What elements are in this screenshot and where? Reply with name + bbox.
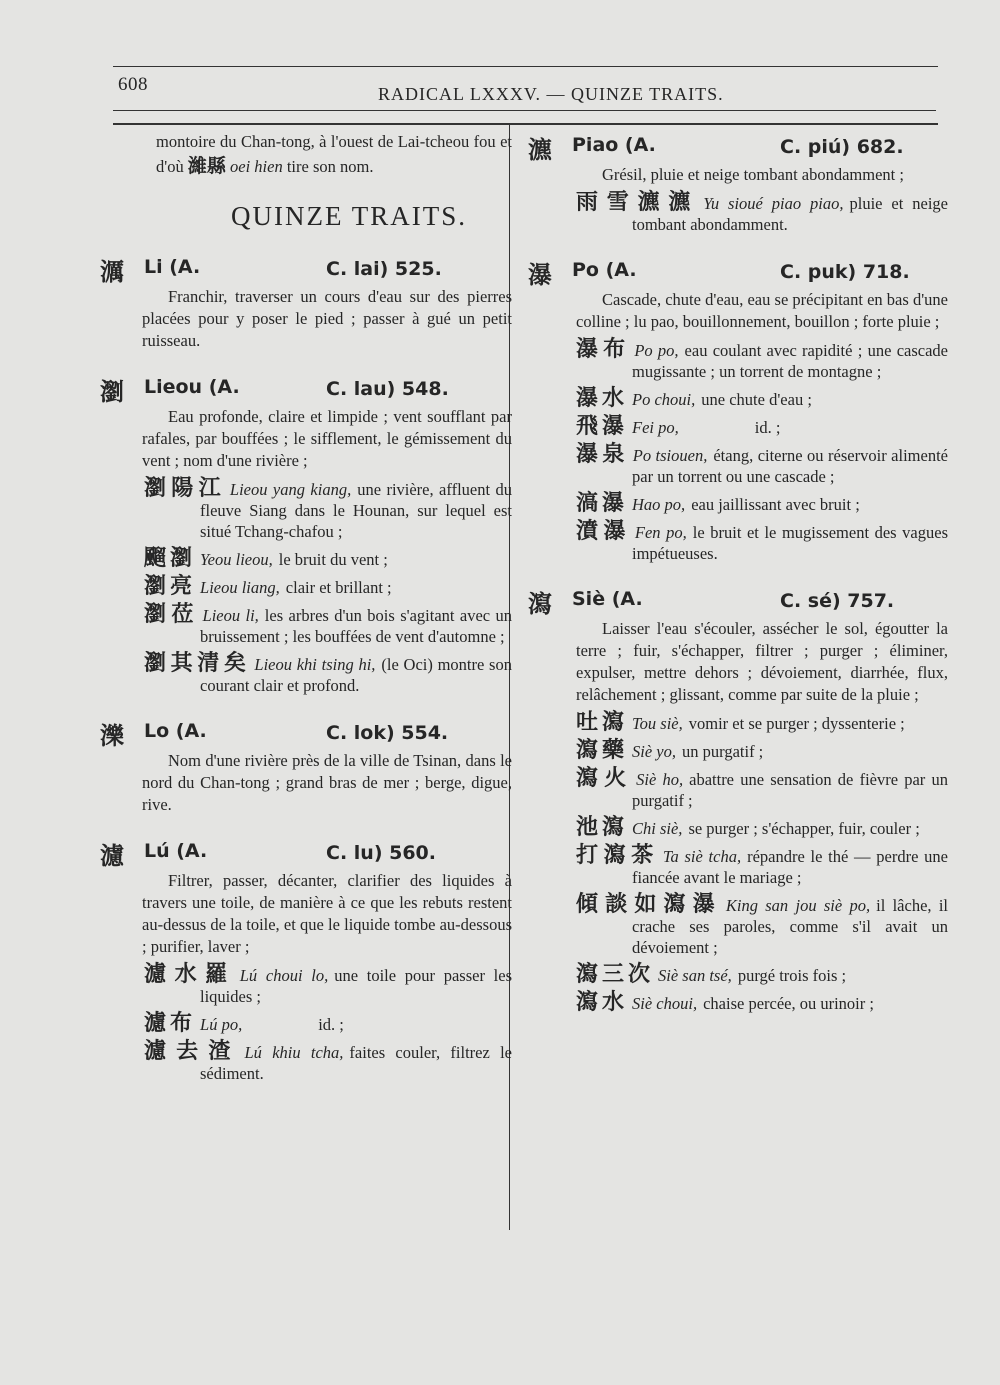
running-head: RADICAL LXXXV. — QUINZE TRAITS. <box>378 84 724 104</box>
headword-romanization: Po (A. <box>572 259 637 281</box>
compound-example <box>528 339 948 382</box>
compound-gloss: étang, citerne ou réservoir alimenté par un torrent ou une cascade ; <box>632 446 948 486</box>
inline-chinese-term: 濰縣 <box>187 155 226 177</box>
compound-gloss: le bruit et le mugissement des vagues impétueuses. <box>632 523 948 563</box>
compound-romanization: Hao po, <box>632 495 686 514</box>
compound-example <box>100 1041 512 1084</box>
compound-gloss: faites couler, filtrez le sédiment. <box>200 1043 512 1083</box>
compound-characters: 打瀉茶 <box>576 843 659 868</box>
compound-example <box>100 653 512 696</box>
compound-romanization: Tou siè, <box>632 714 683 733</box>
compound-example <box>528 416 948 438</box>
compound-romanization: Chi siè, <box>632 819 683 838</box>
compound-characters: 濾布 <box>144 1011 197 1036</box>
compound-gloss: se purger ; s'échapper, fuir, couler ; <box>688 819 920 838</box>
entry-definition: Franchir, traverser un cours d'eau sur des pierres placées pour y poser le pied ; passer à gué un petit ruisseau. <box>142 287 512 350</box>
compound-romanization: Siè yo, <box>632 742 676 761</box>
compound-gloss: un purgatif ; <box>682 742 764 761</box>
headword-cantonese-reading: C. sé) 757. <box>780 590 895 612</box>
compound-gloss: purgé trois fois ; <box>737 966 847 985</box>
headword-romanization: Li (A. <box>144 256 201 278</box>
compound-example <box>100 604 512 647</box>
headword-romanization: Lo (A. <box>144 720 207 742</box>
compound-characters: 瀑水 <box>576 386 629 411</box>
dictionary-entry <box>528 130 948 235</box>
compound-gloss: vomir et se purger ; dyssenterie ; <box>688 714 905 733</box>
compound-romanization: Fei po, <box>632 418 679 437</box>
compound-example <box>528 388 948 410</box>
compound-example <box>528 192 948 235</box>
compound-gloss: abattre une sensation de fièvre par un purgatif ; <box>632 770 948 810</box>
compound-characters: 濾去渣 <box>144 1039 241 1064</box>
compound-romanization: Siè choui, <box>632 994 698 1013</box>
page-header <box>118 74 938 108</box>
compound-characters: 瀏莅 <box>144 602 199 627</box>
entry-headword-line <box>100 372 512 404</box>
compound-romanization: Ta siè tcha, <box>662 847 742 866</box>
compound-characters: 瀉水 <box>576 990 629 1015</box>
compound-idem: id. ; <box>754 418 781 437</box>
headword-character: 瀌 <box>528 136 552 164</box>
dictionary-entry <box>528 584 948 1014</box>
compound-idem: id. ; <box>318 1015 344 1034</box>
compound-characters: 瀑布 <box>576 337 631 362</box>
compound-romanization: Yu sioué piao piao, <box>703 194 844 213</box>
compound-characters: 濾水羅 <box>144 962 236 987</box>
continuation-segment: montoire du Chan-tong, à l'ouest de Lai-tcheou fou et d'où <box>156 132 512 176</box>
headword-romanization: Lieou (A. <box>144 376 240 398</box>
right-entries <box>528 130 948 1014</box>
entry-headword-line <box>528 255 948 287</box>
entry-headword-line <box>528 584 948 616</box>
compound-characters: 飀瀏 <box>144 546 197 571</box>
compound-romanization: Po choui, <box>632 390 696 409</box>
compound-gloss: clair et brillant ; <box>285 578 392 597</box>
headword-romanization: Piao (A. <box>572 134 656 156</box>
compound-example <box>528 521 948 564</box>
entry-headword-line <box>100 836 512 868</box>
compound-characters: 瀏亮 <box>144 574 197 599</box>
entry-headword-line <box>528 130 948 162</box>
compound-romanization: Siè ho, <box>636 770 684 789</box>
compound-gloss: eau jaillissant avec bruit ; <box>691 495 860 514</box>
headword-cantonese-reading: C. lai) 525. <box>326 258 442 280</box>
continuation-text <box>100 130 512 179</box>
compound-example <box>528 817 948 839</box>
headword-cantonese-reading: C. lu) 560. <box>326 842 436 864</box>
compound-romanization: Lú po, <box>200 1015 243 1034</box>
compound-characters: 濆瀑 <box>576 519 631 544</box>
compound-gloss: le bruit du vent ; <box>278 550 388 569</box>
dictionary-entry <box>528 255 948 564</box>
compound-example <box>528 712 948 734</box>
compound-example <box>528 493 948 515</box>
headword-character: 濾 <box>100 842 124 870</box>
dictionary-entry <box>100 372 512 696</box>
top-rule <box>113 66 938 67</box>
compound-romanization: Siè san tsé, <box>658 966 732 985</box>
compound-example <box>100 1013 512 1035</box>
compound-characters: 瀏其清矣 <box>144 651 251 676</box>
header-double-rule <box>113 123 938 125</box>
compound-characters: 瀉藥 <box>576 738 629 763</box>
page-number: 608 <box>118 74 148 95</box>
compound-characters: 瀉火 <box>576 766 633 791</box>
compound-example <box>100 548 512 570</box>
compound-gloss: (le Oci) montre son courant clair et profond. <box>200 655 512 695</box>
compound-gloss: eau coulant avec rapidité ; une cascade mugissante ; un torrent de montagne ; <box>632 341 948 381</box>
compound-characters: 傾談如瀉瀑 <box>576 892 722 917</box>
compound-romanization: Po tsiouen, <box>632 446 708 465</box>
compound-example <box>100 478 512 542</box>
headword-character: 瀏 <box>100 378 124 406</box>
headword-cantonese-reading: C. lok) 554. <box>326 722 449 744</box>
compound-romanization: King san jou siè po, <box>725 896 871 915</box>
compound-gloss: une rivière, affluent du fleuve Siang dans le Hounan, sur lequel est situé Tchang-chafou ; <box>200 480 512 541</box>
compound-characters: 滈瀑 <box>576 491 629 516</box>
entry-definition: Cascade, chute d'eau, eau se précipitant en bas d'une colline ; lu pao, bouillonnement, bouillon ; forte pluie ; <box>576 290 948 331</box>
compound-gloss: répandre le thé — perdre une fiancée avant le mariage ; <box>632 847 948 887</box>
entry-definition: Grésil, pluie et neige tombant abondamment ; <box>602 165 904 184</box>
compound-example <box>528 740 948 762</box>
compound-example <box>528 845 948 888</box>
compound-characters: 吐瀉 <box>576 710 629 735</box>
compound-gloss: chaise percée, ou urinoir ; <box>703 994 874 1013</box>
entry-headword-line <box>100 252 512 284</box>
dictionary-entry <box>100 836 512 1084</box>
compound-gloss: une toile pour passer les liquides ; <box>200 966 512 1006</box>
compound-gloss: une chute d'eau ; <box>701 390 812 409</box>
compound-gloss: les arbres d'un bois s'agitant avec un bruissement ; les bouffées de vent d'automne ; <box>200 606 512 646</box>
compound-example <box>528 992 948 1014</box>
headword-romanization: Siè (A. <box>572 588 643 610</box>
dictionary-entry <box>100 252 512 352</box>
headword-cantonese-reading: C. lau) 548. <box>326 378 449 400</box>
compound-example <box>528 768 948 811</box>
inline-romanization: oei hien <box>225 157 283 176</box>
compound-characters: 池瀉 <box>576 815 629 840</box>
compound-romanization: Po po, <box>634 341 679 360</box>
compound-romanization: Fen po, <box>634 523 687 542</box>
entry-headword-line <box>100 716 512 748</box>
section-heading: QUINZE TRAITS. <box>231 201 467 231</box>
compound-characters: 瀉三次 <box>576 962 655 987</box>
entry-definition: Eau profonde, claire et limpide ; vent soufflant par rafales, par bouffées ; le sifflement, le gémissement du vent ; nom d'une rivière ; <box>142 407 512 470</box>
headword-cantonese-reading: C. piú) 682. <box>780 136 904 158</box>
continuation-segment: tire son nom. <box>282 157 374 176</box>
headword-character: 濿 <box>100 258 124 286</box>
headword-character: 濼 <box>100 722 124 750</box>
entry-definition: Laisser l'eau s'écouler, assécher le sol, égoutter la terre ; fuir, s'échapper, filtrer ; purger ; éliminer, expulser, mettre dehors ; dévoiement, diarrhée, flux, relâchement ; glissant, comme par suite de la pluie ; <box>576 619 948 704</box>
compound-example <box>100 576 512 598</box>
compound-romanization: Lieou liang, <box>200 578 280 597</box>
compound-characters: 瀑泉 <box>576 442 629 467</box>
compound-romanization: Lú khiu tcha, <box>244 1043 344 1062</box>
right-column <box>528 130 948 1014</box>
headword-character: 瀑 <box>528 261 552 289</box>
compound-characters: 雨雪瀌瀌 <box>576 190 700 215</box>
compound-romanization: Lú choui lo, <box>239 966 329 985</box>
entry-definition: Filtrer, passer, décanter, clarifier des liquides à travers une toile, de manière à ce que les rebuts restent au-dessus de la toile, et que le liquide tombe au-dessous ; purifier, laver ; <box>142 871 512 956</box>
headword-cantonese-reading: C. puk) 718. <box>780 261 910 283</box>
compound-example <box>528 444 948 487</box>
compound-gloss: pluie et neige tombant abondamment. <box>632 194 948 234</box>
compound-characters: 飛瀑 <box>576 414 629 439</box>
headword-romanization: Lú (A. <box>144 840 208 862</box>
headword-character: 瀉 <box>528 590 552 618</box>
compound-romanization: Lieou khi tsing hi, <box>254 655 376 674</box>
compound-example <box>528 894 948 958</box>
compound-romanization: Yeou lieou, <box>200 550 273 569</box>
left-column <box>100 130 512 1084</box>
compound-characters: 瀏陽江 <box>144 476 226 501</box>
entry-definition: Nom d'une rivière près de la ville de Tsinan, dans le nord du Chan-tong ; grand bras de mer ; berge, digue, rive. <box>142 751 512 814</box>
compound-romanization: Lieou li, <box>202 606 259 625</box>
compound-romanization: Lieou yang kiang, <box>229 480 352 499</box>
compound-example <box>100 964 512 1007</box>
compound-example <box>528 964 948 986</box>
header-rule <box>113 110 936 111</box>
left-entries <box>100 252 512 1084</box>
dictionary-entry <box>100 716 512 816</box>
compound-gloss: il lâche, il crache ses paroles, comme s'il avait un dévoiement ; <box>632 896 948 957</box>
